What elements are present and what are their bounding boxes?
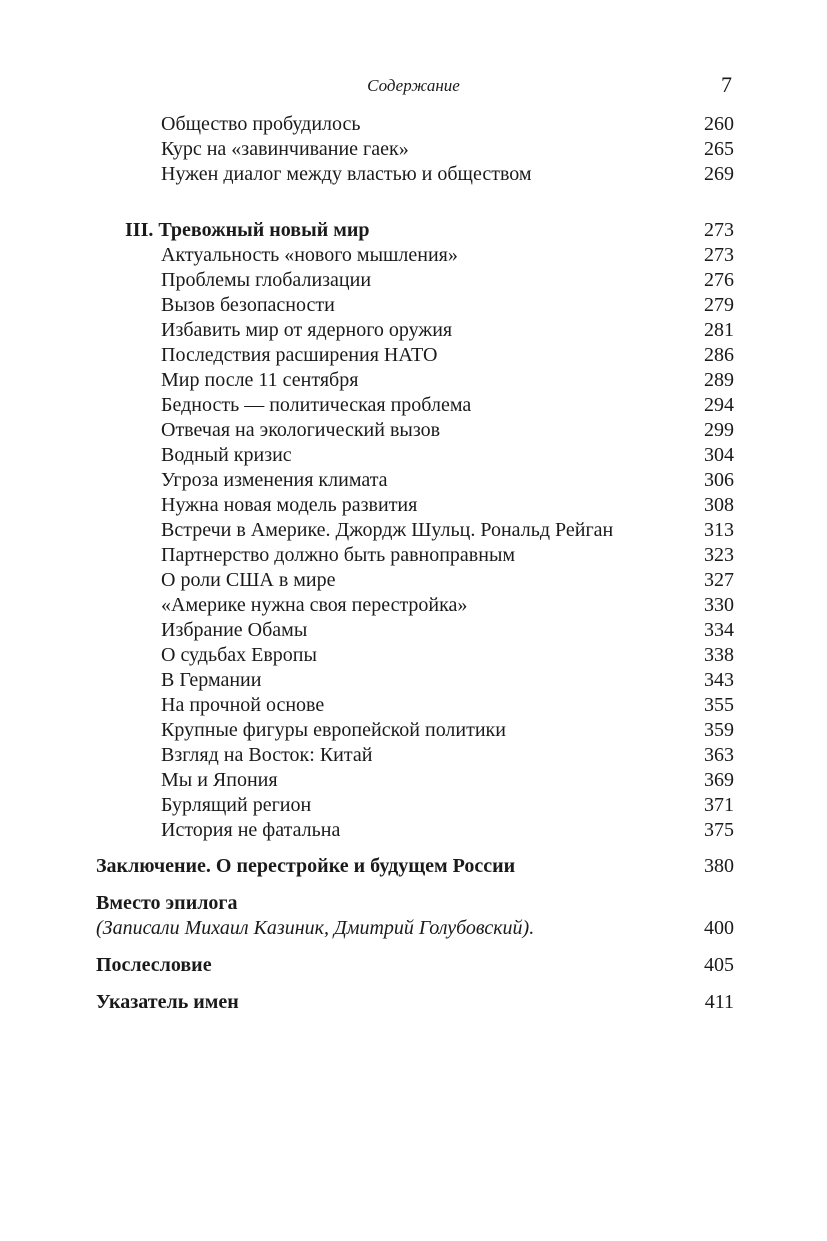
toc-entry-page: 313 bbox=[704, 519, 734, 541]
toc-entry-page: 308 bbox=[704, 494, 734, 516]
toc-entry[interactable] bbox=[96, 443, 734, 468]
toc-entry-title: Послесловие bbox=[96, 954, 212, 976]
page-number: 7 bbox=[721, 72, 732, 97]
toc-entry-page: 281 bbox=[704, 319, 734, 341]
toc-entry[interactable] bbox=[96, 718, 734, 743]
toc-entry[interactable] bbox=[96, 668, 734, 693]
toc-entry-page: 260 bbox=[704, 113, 734, 135]
toc-name-index[interactable] bbox=[96, 990, 734, 1015]
toc-entry-title: Избрание Обамы bbox=[161, 619, 308, 641]
toc-entry[interactable] bbox=[96, 543, 734, 568]
toc-entry[interactable] bbox=[96, 293, 734, 318]
toc-entry[interactable] bbox=[96, 268, 734, 293]
toc-entry-page: 294 bbox=[704, 394, 734, 416]
toc-entry-page: 343 bbox=[704, 669, 734, 691]
toc-entry[interactable] bbox=[96, 793, 734, 818]
toc-section-page: 273 bbox=[704, 219, 734, 241]
toc-entry-page: 411 bbox=[704, 991, 734, 1013]
toc-entry-title: Партнерство должно быть равноправным bbox=[161, 544, 516, 566]
toc-entry[interactable] bbox=[96, 693, 734, 718]
toc-entry[interactable] bbox=[96, 618, 734, 643]
toc-entry-page: 306 bbox=[704, 469, 734, 491]
toc-entry-title: Водный кризис bbox=[161, 444, 292, 466]
toc-entry[interactable] bbox=[96, 343, 734, 368]
toc-entry-title: История не фатальна bbox=[161, 819, 341, 841]
running-header-title: Содержание bbox=[367, 76, 460, 95]
toc-entry[interactable] bbox=[96, 243, 734, 268]
toc-entry-title: Угроза изменения климата bbox=[161, 469, 388, 491]
toc-entry-page: 375 bbox=[704, 819, 734, 841]
toc-entry[interactable] bbox=[96, 593, 734, 618]
toc-entry[interactable] bbox=[96, 368, 734, 393]
toc-entry[interactable] bbox=[96, 518, 734, 543]
toc-entry-page: 369 bbox=[704, 769, 734, 791]
toc-entry-page: 304 bbox=[704, 444, 734, 466]
toc-entry-page: 380 bbox=[704, 855, 734, 877]
toc-entry-title: В Германии bbox=[161, 669, 262, 691]
toc-entry-title: Нужен диалог между властью и обществом bbox=[161, 163, 532, 185]
toc-entry-title: Мир после 11 сентября bbox=[161, 369, 359, 391]
toc-entry-page: 363 bbox=[704, 744, 734, 766]
toc-entry[interactable] bbox=[96, 393, 734, 418]
toc-entry-title: Взгляд на Восток: Китай bbox=[161, 744, 373, 766]
toc-section-entries bbox=[96, 243, 734, 843]
toc-entry-title: Нужна новая модель развития bbox=[161, 494, 418, 516]
toc-entry[interactable] bbox=[96, 418, 734, 443]
toc-entry-title: Курс на «завинчивание гаек» bbox=[161, 138, 409, 160]
toc-entry-page: 276 bbox=[704, 269, 734, 291]
toc-entry-page: 400 bbox=[704, 917, 734, 939]
toc-epilogue-subtitle[interactable] bbox=[96, 916, 734, 941]
toc-entry-title: Избавить мир от ядерного оружия bbox=[161, 319, 453, 341]
toc-entry-page: 338 bbox=[704, 644, 734, 666]
toc-entry[interactable] bbox=[96, 643, 734, 668]
toc-entry-page: 299 bbox=[704, 419, 734, 441]
toc-entry-page: 371 bbox=[704, 794, 734, 816]
toc-entry-page: 279 bbox=[704, 294, 734, 316]
toc-entry-title: Встречи в Америке. Джордж Шульц. Рональд Рейган bbox=[161, 519, 614, 541]
toc-entry-page: 359 bbox=[704, 719, 734, 741]
toc-entry-page: 273 bbox=[704, 244, 734, 266]
toc-entry[interactable] bbox=[96, 112, 734, 137]
toc-entry-page: 323 bbox=[704, 544, 734, 566]
toc-entry-page: 355 bbox=[704, 694, 734, 716]
toc-entry[interactable] bbox=[96, 743, 734, 768]
toc-entry-title: Бедность — политическая проблема bbox=[161, 394, 472, 416]
table-of-contents bbox=[96, 112, 734, 1015]
toc-entry[interactable] bbox=[96, 137, 734, 162]
toc-entry[interactable] bbox=[96, 318, 734, 343]
toc-afterword[interactable] bbox=[96, 953, 734, 978]
toc-epilogue[interactable] bbox=[96, 891, 734, 916]
toc-entry[interactable] bbox=[96, 468, 734, 493]
toc-entry-title: На прочной основе bbox=[161, 694, 325, 716]
toc-entry[interactable] bbox=[96, 568, 734, 593]
toc-entry-title: Вызов безопасности bbox=[161, 294, 335, 316]
toc-entry-page: 269 bbox=[704, 163, 734, 185]
toc-section-heading[interactable] bbox=[96, 218, 734, 243]
toc-entry-title: О судьбах Европы bbox=[161, 644, 317, 666]
toc-entry-title: Актуальность «нового мышления» bbox=[161, 244, 458, 266]
toc-entry-title: Отвечая на экологический вызов bbox=[161, 419, 441, 441]
toc-entry[interactable] bbox=[96, 493, 734, 518]
toc-entry-title: Вместо эпилога bbox=[96, 892, 238, 914]
toc-entry-title: Крупные фигуры европейской политики bbox=[161, 719, 506, 741]
toc-entry-page: 330 bbox=[704, 594, 734, 616]
toc-conclusion[interactable] bbox=[96, 854, 734, 879]
toc-entry[interactable] bbox=[96, 768, 734, 793]
toc-entry[interactable] bbox=[96, 818, 734, 843]
toc-entry-title: Заключение. О перестройке и будущем России bbox=[96, 855, 516, 877]
toc-entry-page: 289 bbox=[704, 369, 734, 391]
toc-entry-title: Последствия расширения НАТО bbox=[161, 344, 438, 366]
toc-entry-page: 334 bbox=[704, 619, 734, 641]
toc-entry[interactable] bbox=[96, 162, 734, 187]
toc-entry-subtitle: (Записали Михаил Казиник, Дмитрий Голубовский). bbox=[96, 917, 535, 939]
toc-section-title: III. Тревожный новый мир bbox=[125, 219, 370, 241]
toc-entry-title: Бурлящий регион bbox=[161, 794, 312, 816]
toc-entry-page: 405 bbox=[704, 954, 734, 976]
toc-entry-page: 265 bbox=[704, 138, 734, 160]
toc-entry-title: «Америке нужна своя перестройка» bbox=[161, 594, 468, 616]
toc-entry-title: Мы и Япония bbox=[161, 769, 278, 791]
toc-entry-page: 286 bbox=[704, 344, 734, 366]
toc-entry-title: Проблемы глобализации bbox=[161, 269, 372, 291]
toc-entry-page: 327 bbox=[704, 569, 734, 591]
toc-entry-title: О роли США в мире bbox=[161, 569, 336, 591]
toc-entry-title: Общество пробудилось bbox=[161, 113, 361, 135]
toc-entry-title: Указатель имен bbox=[96, 991, 239, 1013]
